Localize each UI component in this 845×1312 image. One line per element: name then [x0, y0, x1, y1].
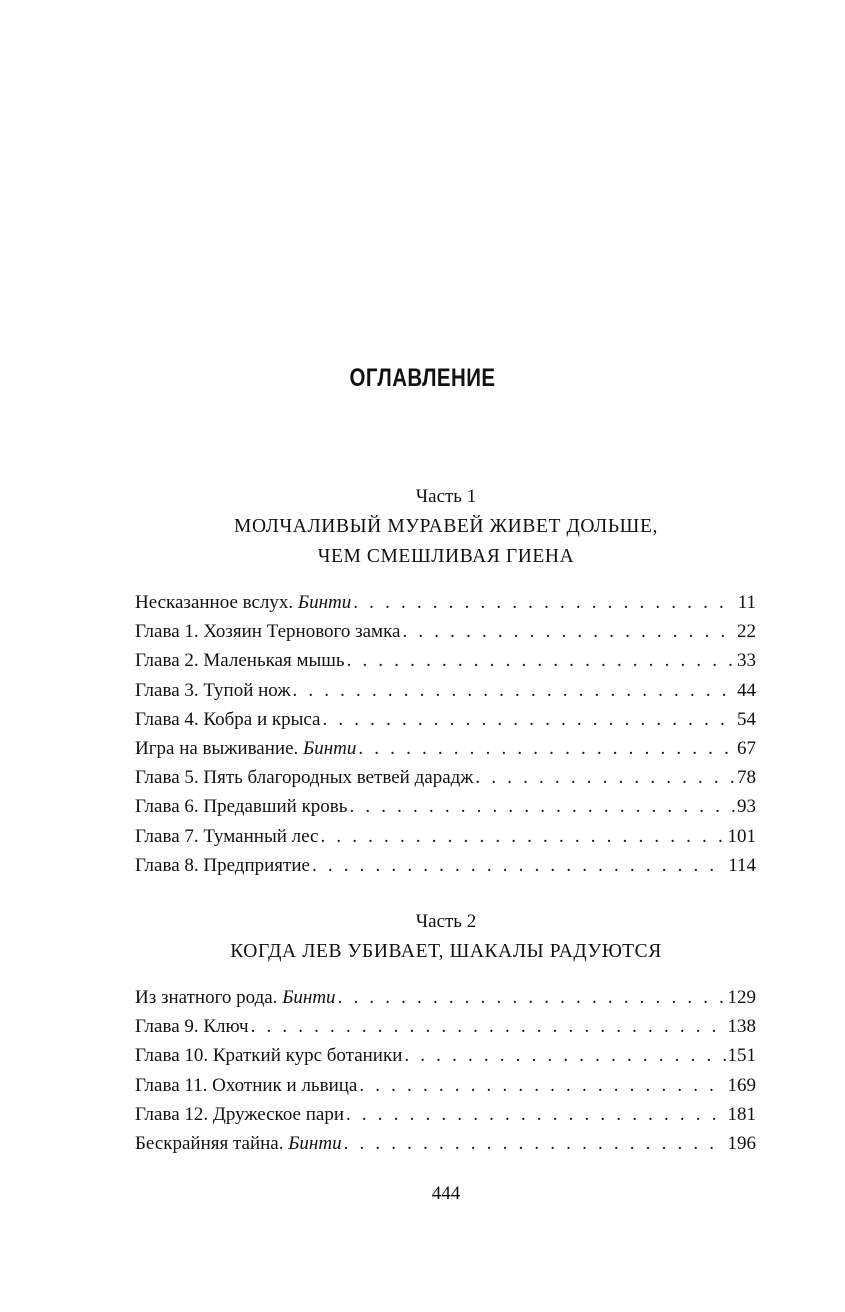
toc-entry[interactable]: Глава 2. Маленькая мышь . . . 33: [135, 646, 756, 675]
page-number: 11: [737, 592, 756, 613]
dot-leader: [322, 705, 735, 734]
part-1-label: Часть 1: [415, 486, 477, 507]
page-number: 93: [737, 796, 756, 818]
toc-entry[interactable]: Глава 12. Дружеское пари . . . 181: [135, 1100, 756, 1129]
toc-entry[interactable]: Глава 11. Охотник и львица . . . 169: [135, 1071, 756, 1100]
part-1-title-line-2: ЧЕМ СМЕШЛИВАЯ ГИЕНА: [317, 546, 575, 567]
dot-leader: [404, 1041, 725, 1070]
page-number: 138: [727, 1016, 756, 1038]
page-number: 44: [737, 679, 756, 701]
toc-entry[interactable]: Игра на выживание. Бинти . . . 67: [135, 734, 756, 763]
page-number: 129: [727, 987, 756, 1008]
dot-leader: [347, 646, 735, 675]
toc-entry[interactable]: Глава 4. Кобра и крыса . . . 54: [135, 705, 756, 734]
toc-entry[interactable]: Глава 3. Тупой нож . . . 44: [135, 676, 756, 705]
part-2-toc: [135, 983, 756, 1158]
dot-leader: [475, 763, 735, 792]
dot-leader: [358, 734, 735, 763]
toc-entry[interactable]: Глава 6. Предавший кровь . . . 93: [135, 792, 756, 821]
page-number: 78: [737, 767, 756, 789]
toc-entry[interactable]: Глава 9. Ключ . . . 138: [135, 1012, 756, 1041]
dot-leader: [346, 1100, 726, 1129]
toc-entry[interactable]: Глава 1. Хозяин Тернового замка . . . 22: [135, 617, 756, 646]
dot-leader: [359, 1071, 725, 1100]
dot-leader: [312, 851, 726, 880]
toc-entry[interactable]: Глава 10. Краткий курс ботаники . . . 151: [135, 1041, 756, 1070]
page-number-footer: 444: [431, 1183, 461, 1204]
page-number: 114: [728, 854, 756, 876]
dot-leader: [349, 792, 735, 821]
toc-entry[interactable]: Бескрайняя тайна. Бинти . . . 196: [135, 1129, 756, 1158]
toc-entry[interactable]: Глава 7. Туманный лес . . . 101: [135, 822, 756, 851]
toc-entry[interactable]: Из знатного рода. Бинти . . . 129: [135, 983, 756, 1012]
page-number: 22: [737, 621, 756, 643]
page-number: 151: [727, 1045, 756, 1067]
page-title: ОГЛАВЛЕНИЕ: [349, 364, 496, 392]
toc-entry[interactable]: Несказанное вслух. Бинти . . . 11: [135, 588, 756, 617]
page-number: 33: [737, 650, 756, 672]
dot-leader: [353, 588, 735, 617]
dot-leader: [251, 1012, 726, 1041]
page-number: 181: [727, 1103, 756, 1125]
part-1-toc: [135, 588, 756, 880]
dot-leader: [292, 676, 735, 705]
toc-entry[interactable]: Глава 8. Предприятие . . . 114: [135, 851, 756, 880]
part-2-label: Часть 2: [415, 911, 477, 932]
page-number: 101: [727, 825, 756, 847]
part-2-title-line-1: КОГДА ЛЕВ УБИВАЕТ, ШАКАЛЫ РАДУЮТСЯ: [230, 941, 662, 962]
dot-leader: [338, 983, 726, 1012]
dot-leader: [320, 822, 725, 851]
toc-entry[interactable]: Глава 5. Пять благородных ветвей дарадж . . . 78: [135, 763, 756, 792]
page-number: 54: [737, 708, 756, 730]
dot-leader: [344, 1129, 726, 1158]
page-number: 67: [737, 737, 756, 759]
page-number: 169: [727, 1074, 756, 1096]
page-number: 196: [727, 1132, 756, 1154]
dot-leader: [402, 617, 735, 646]
part-1-title-line-1: МОЛЧАЛИВЫЙ МУРАВЕЙ ЖИВЕТ ДОЛЬШЕ,: [234, 516, 658, 537]
